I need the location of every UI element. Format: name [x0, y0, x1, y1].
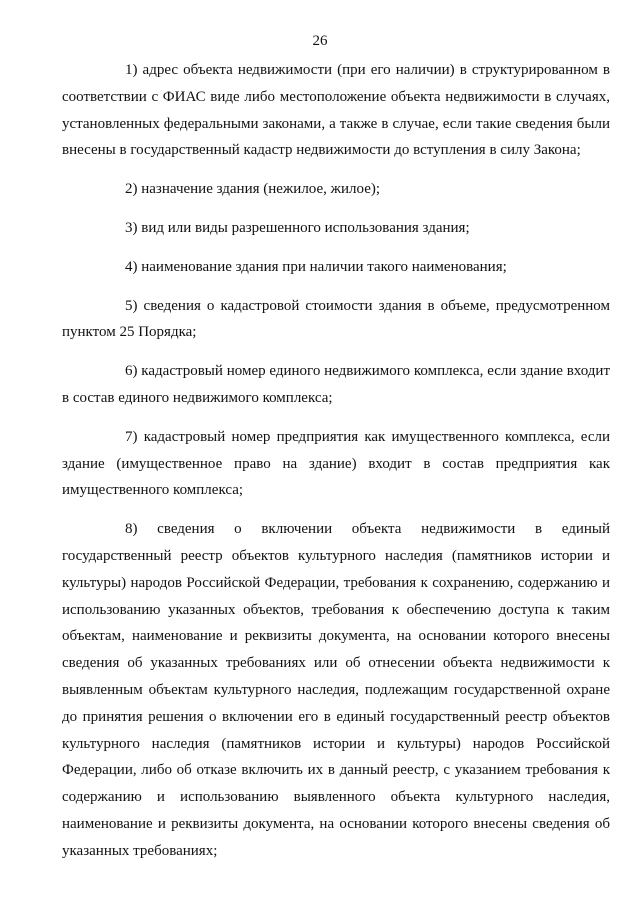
list-item-4-building-name: 4) наименование здания при наличии такого наименования; [125, 258, 507, 275]
list-item-3-permitted-use: 3) вид или виды разрешенного использования здания; [125, 219, 470, 236]
list-item-7-enterprise-complex: 7) кадастровый номер предприятия как имущественного комплекса, если здание (имущественное право на здание) входит в состав предприятия как имущественного комплекса; [62, 428, 610, 499]
list-item-5-cadastral-value: 5) сведения о кадастровой стоимости здания в объеме, предусмотренном пунктом 25 Порядка; [62, 297, 610, 341]
list-item-6-unified-complex: 6) кадастровый номер единого недвижимого комплекса, если здание входит в состав единого недвижимого комплекса; [62, 363, 610, 406]
page-number: 26 [312, 33, 328, 49]
document-body [62, 57, 610, 865]
list-item-1-address: 1) адрес объекта недвижимости (при его наличии) в структурированном в соответствии с ФИАС виде либо местоположение объекта недвижимости в случаях, установленных федеральными законами, а также в случае, если такие сведения были внесены в государственный кадастр недвижимости до вступления в силу Закона; [62, 62, 610, 159]
list-item-8-cultural-heritage: 8) сведения о включении объекта недвижимости в единый государственный реестр объектов культурного наследия (памятников истории и культуры) народов Российской Федерации, требования к сохранению, содержанию и использованию указанных объектов, требования к обеспечению доступа к таким объектам, наименование и реквизиты документа, на основании которого внесены сведения об указанных требованиях или об отнесении объекта недвижимости к выявленным объектам культурного наследия, подлежащим государственной охране до принятия решения о включении его в единый государственный реестр объектов культурного наследия (памятников истории и культуры) народов Российской Федерации, либо об отказе включить их в данный реестр, с указанием требования к содержанию и использованию выявленного объекта культурного наследия, наименование и реквизиты документа, на основании которого внесены сведения об указанных требованиях; [62, 521, 610, 859]
list-item-2-purpose: 2) назначение здания (нежилое, жилое); [125, 181, 381, 198]
